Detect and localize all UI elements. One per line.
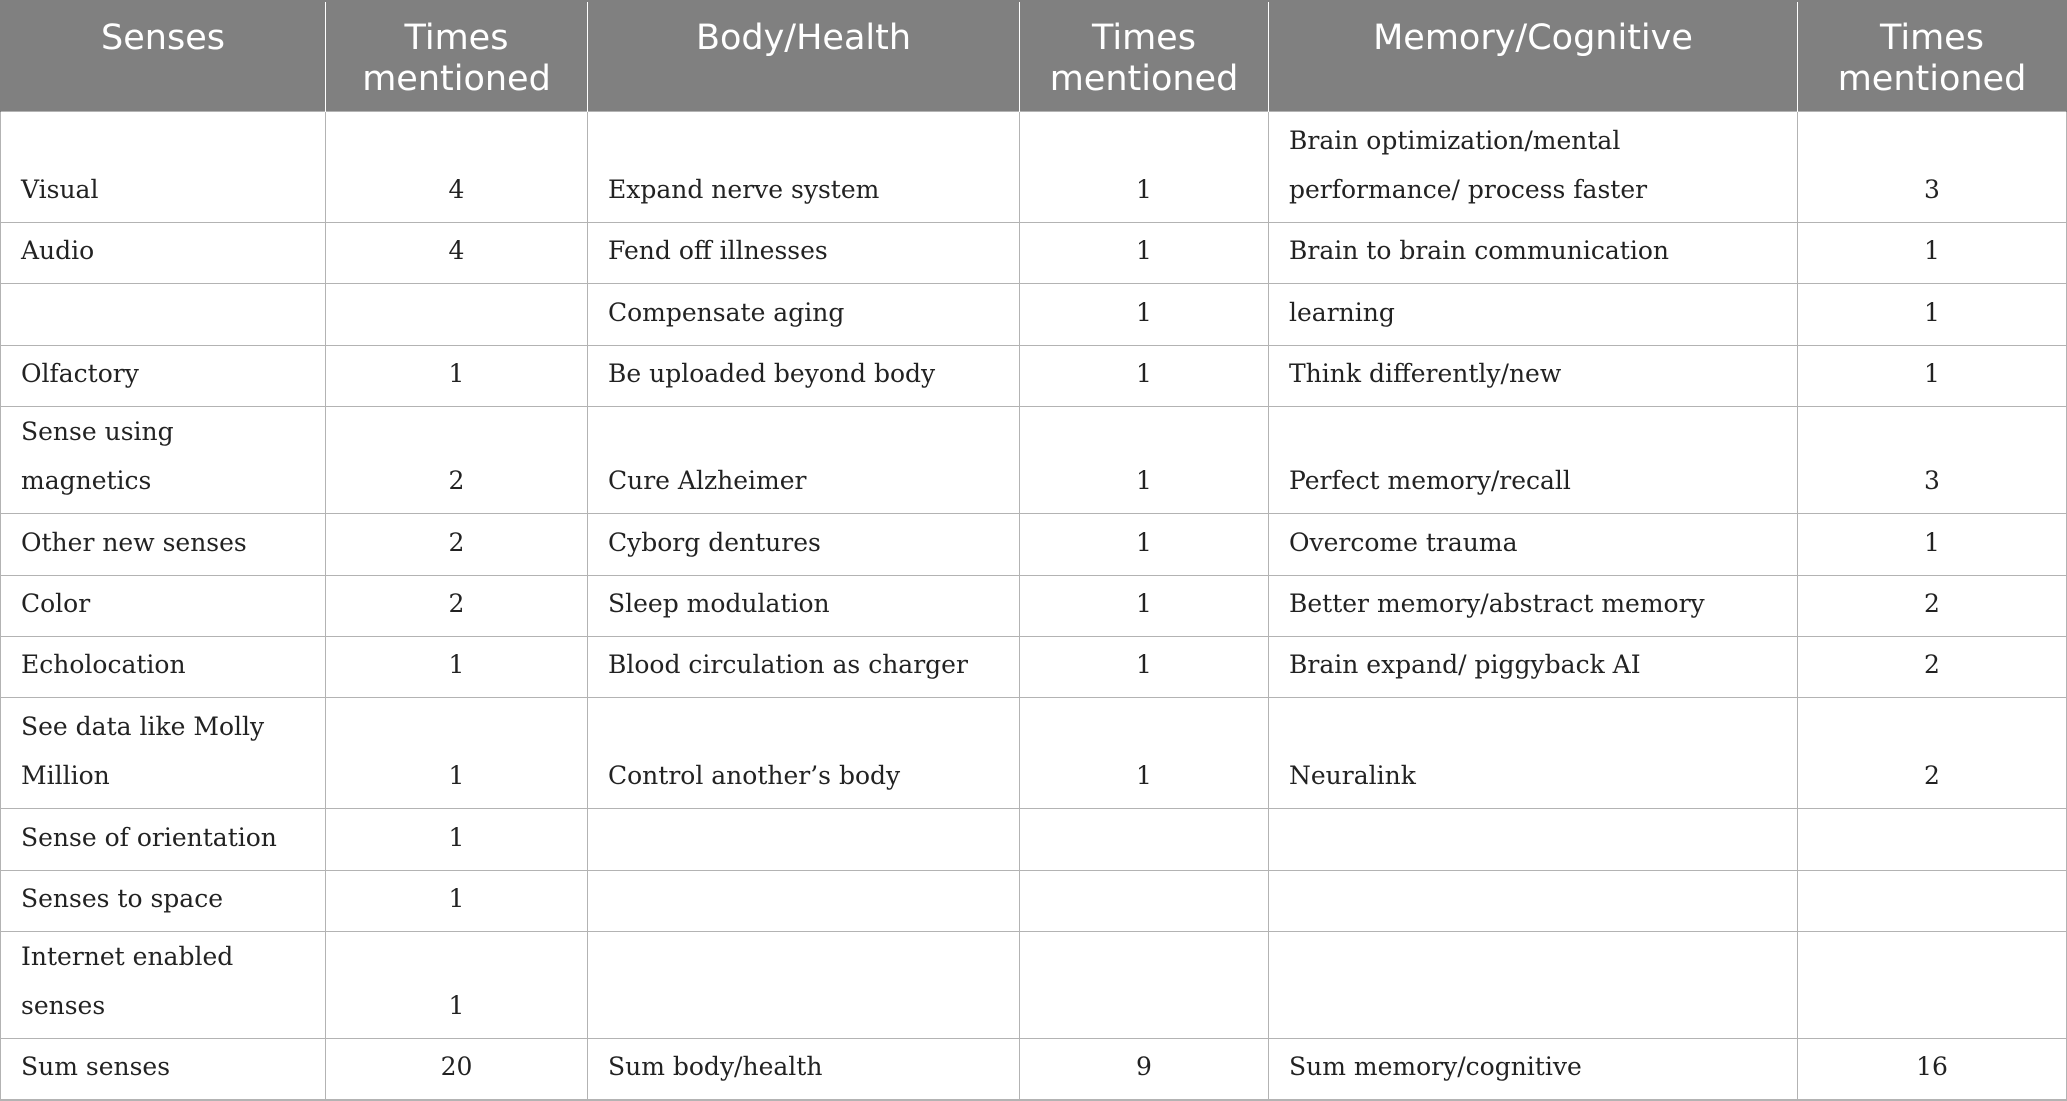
table-row	[1, 870, 2067, 931]
memory-cognitive-cell: Perfect memory/recall	[1269, 407, 1798, 514]
memory-cognitive-count-cell: 2	[1798, 575, 2067, 636]
body-health-count-cell: 1	[1020, 514, 1269, 575]
memory-cognitive-count-cell: 1	[1798, 223, 2067, 284]
table-row	[1, 575, 2067, 636]
body-health-cell: Fend off illnesses	[588, 223, 1020, 284]
body-health-cell: Blood circulation as charger	[588, 636, 1020, 697]
body-health-cell: Control another’s body	[588, 698, 1020, 809]
body-health-cell	[588, 932, 1020, 1039]
senses-count-cell	[326, 284, 588, 345]
table-row	[1, 284, 2067, 345]
header-body-health-count: Times mentioned	[1020, 1, 1269, 112]
body-health-count-cell	[1020, 870, 1269, 931]
memory-cognitive-cell	[1269, 809, 1798, 870]
sum-senses-label: Sum senses	[1, 1039, 326, 1100]
sum-body-health-label: Sum body/health	[588, 1039, 1020, 1100]
table-row	[1, 514, 2067, 575]
table-row	[1, 636, 2067, 697]
body-health-count-cell: 1	[1020, 223, 1269, 284]
memory-cognitive-count-cell: 1	[1798, 514, 2067, 575]
senses-count-cell: 1	[326, 932, 588, 1039]
header-row	[1, 1, 2067, 112]
senses-count-cell: 1	[326, 809, 588, 870]
memory-cognitive-cell: Better memory/abstract memory	[1269, 575, 1798, 636]
body-health-cell: Cure Alzheimer	[588, 407, 1020, 514]
memory-cognitive-count-cell: 2	[1798, 698, 2067, 809]
sum-row	[1, 1039, 2067, 1100]
body-health-count-cell: 1	[1020, 284, 1269, 345]
memory-cognitive-cell: Overcome trauma	[1269, 514, 1798, 575]
table-row	[1, 809, 2067, 870]
body-health-cell	[588, 870, 1020, 931]
memory-cognitive-cell: Neuralink	[1269, 698, 1798, 809]
senses-count-cell: 1	[326, 345, 588, 406]
senses-cell: See data like Molly Million	[1, 698, 326, 809]
senses-cell: Sense using magnetics	[1, 407, 326, 514]
sum-memory-cognitive-label: Sum memory/cognitive	[1269, 1039, 1798, 1100]
senses-cell: Other new senses	[1, 514, 326, 575]
body-health-cell: Be uploaded beyond body	[588, 345, 1020, 406]
header-senses: Senses	[1, 1, 326, 112]
memory-cognitive-count-cell	[1798, 932, 2067, 1039]
senses-cell: Internet enabled senses	[1, 932, 326, 1039]
body-health-count-cell: 1	[1020, 575, 1269, 636]
senses-cell: Senses to space	[1, 870, 326, 931]
body-health-count-cell: 1	[1020, 345, 1269, 406]
senses-count-cell: 1	[326, 870, 588, 931]
senses-count-cell: 1	[326, 698, 588, 809]
senses-count-cell: 4	[326, 112, 588, 223]
body-health-cell: Cyborg dentures	[588, 514, 1020, 575]
table-row	[1, 932, 2067, 1039]
sum-senses-value: 20	[326, 1039, 588, 1100]
senses-cell: Audio	[1, 223, 326, 284]
memory-cognitive-cell: Think differently/new	[1269, 345, 1798, 406]
body-health-count-cell: 1	[1020, 698, 1269, 809]
header-body-health: Body/Health	[588, 1, 1020, 112]
memory-cognitive-count-cell: 3	[1798, 407, 2067, 514]
header-memory-cognitive-count: Times mentioned	[1798, 1, 2067, 112]
memory-cognitive-cell: learning	[1269, 284, 1798, 345]
senses-cell: Visual	[1, 112, 326, 223]
senses-cell: Sense of orientation	[1, 809, 326, 870]
header-memory-cognitive: Memory/Cognitive	[1269, 1, 1798, 112]
header-senses-count: Times mentioned	[326, 1, 588, 112]
sum-memory-cognitive-value: 16	[1798, 1039, 2067, 1100]
memory-cognitive-cell: Brain optimization/mental performance/ process faster	[1269, 112, 1798, 223]
senses-count-cell: 2	[326, 514, 588, 575]
memory-cognitive-count-cell	[1798, 809, 2067, 870]
body-health-cell	[588, 809, 1020, 870]
senses-cell: Olfactory	[1, 345, 326, 406]
memory-cognitive-cell	[1269, 870, 1798, 931]
memory-cognitive-count-cell: 1	[1798, 345, 2067, 406]
table-row	[1, 345, 2067, 406]
senses-count-cell: 1	[326, 636, 588, 697]
body-health-cell: Compensate aging	[588, 284, 1020, 345]
body-health-count-cell	[1020, 932, 1269, 1039]
memory-cognitive-count-cell: 2	[1798, 636, 2067, 697]
memory-cognitive-count-cell: 3	[1798, 112, 2067, 223]
body-health-cell: Expand nerve system	[588, 112, 1020, 223]
senses-count-cell: 4	[326, 223, 588, 284]
body-health-count-cell: 1	[1020, 112, 1269, 223]
senses-cell: Echolocation	[1, 636, 326, 697]
senses-count-cell: 2	[326, 407, 588, 514]
memory-cognitive-cell: Brain to brain communication	[1269, 223, 1798, 284]
senses-cell	[1, 284, 326, 345]
table-row	[1, 407, 2067, 514]
memory-cognitive-cell	[1269, 932, 1798, 1039]
memory-cognitive-cell: Brain expand/ piggyback AI	[1269, 636, 1798, 697]
table-row	[1, 112, 2067, 223]
senses-cell: Color	[1, 575, 326, 636]
sum-body-health-value: 9	[1020, 1039, 1269, 1100]
body-health-count-cell: 1	[1020, 407, 1269, 514]
senses-count-cell: 2	[326, 575, 588, 636]
table-row	[1, 698, 2067, 809]
body-health-cell: Sleep modulation	[588, 575, 1020, 636]
memory-cognitive-count-cell	[1798, 870, 2067, 931]
body-health-count-cell: 1	[1020, 636, 1269, 697]
body-health-count-cell	[1020, 809, 1269, 870]
memory-cognitive-count-cell: 1	[1798, 284, 2067, 345]
table-row	[1, 223, 2067, 284]
